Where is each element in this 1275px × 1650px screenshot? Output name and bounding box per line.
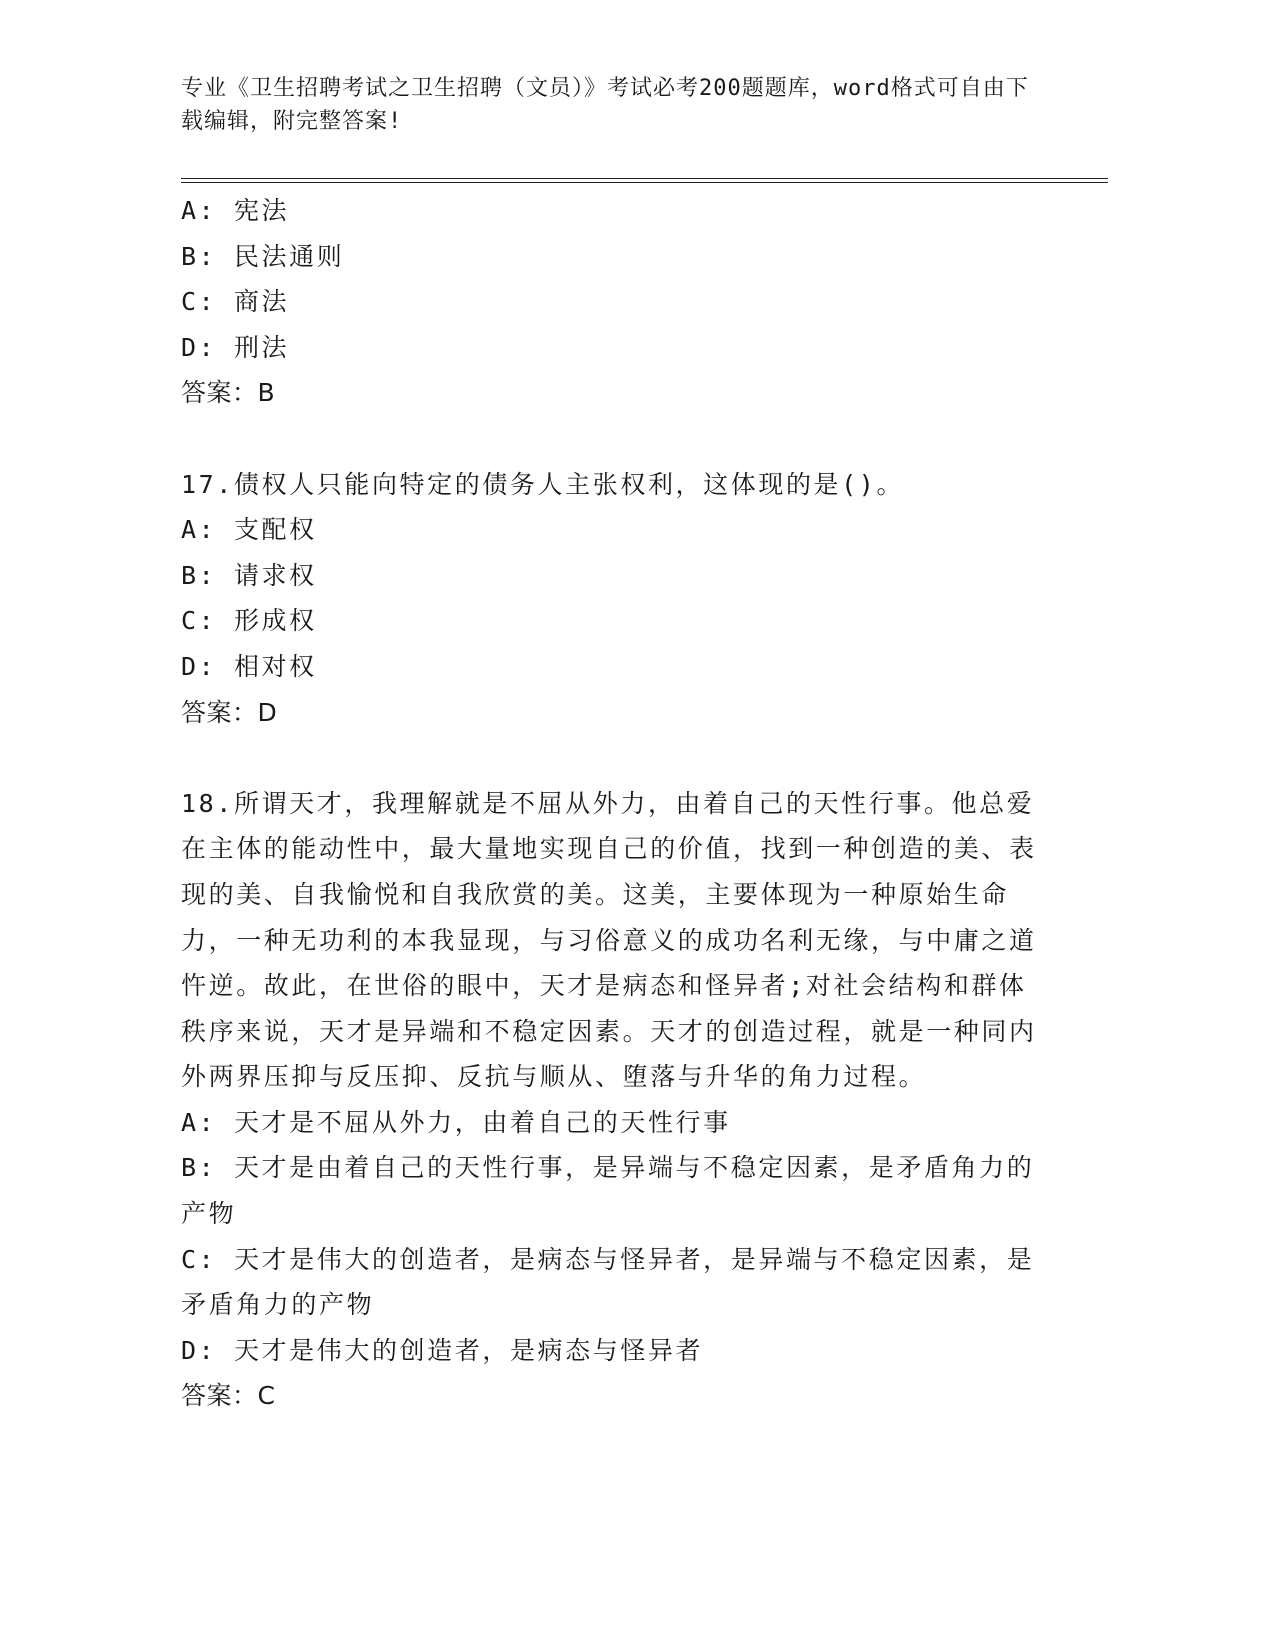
spacer (181, 416, 1046, 462)
document-header: 专业《卫生招聘考试之卫生招聘（文员）》考试必考200题题库，word格式可自由下载编辑，附完整答案! (181, 76, 1029, 134)
header-rule-bottom (181, 182, 1108, 183)
question-stem: 17.债权人只能向特定的债务人主张权利，这体现的是()。 (181, 469, 905, 499)
option-d: D: 刑法 (181, 332, 290, 362)
question-17 (181, 462, 1046, 736)
option-c: C: 形成权 (181, 606, 317, 636)
question-18 (181, 781, 1046, 1419)
answer: 答案：D (181, 697, 278, 727)
option-b: B: 民法通则 (181, 241, 345, 271)
option-b: B: 天才是由着自己的天性行事，是异端与不稳定因素，是矛盾角力的产物 (181, 1153, 1035, 1229)
option-d: D: 相对权 (181, 651, 317, 681)
answer: 答案：C (181, 1381, 276, 1411)
answer: 答案：B (181, 378, 276, 408)
option-a: A: 宪法 (181, 196, 290, 225)
question-stem: 18.所谓天才，我理解就是不屈从外力，由着自己的天性行事。他总爱在主体的能动性中，最大量地实现自己的价值，找到一种创造的美、表现的美、自我愉悦和自我欣赏的美。这美，主要体现为一种原始生命力，一种无功利的本我显现，与习俗意义的成功名利无缘，与中庸之道忤逆。故此，在世俗的眼中，天才是病态和怪异者;对社会结构和群体秩序来说，天才是异端和不稳定因素。天才的创造过程，就是一种同内外两界压抑与反压抑、反抗与顺从、堕落与升华的角力过程。 (181, 788, 1037, 1092)
header-rule-top (181, 178, 1108, 179)
option-c: C: 商法 (181, 287, 290, 317)
question-content (181, 188, 1046, 1419)
option-c: C: 天才是伟大的创造者，是病态与怪异者，是异端与不稳定因素，是矛盾角力的产物 (181, 1244, 1035, 1320)
option-b: B: 请求权 (181, 560, 317, 590)
spacer (181, 735, 1046, 781)
option-a: A: 支配权 (181, 515, 317, 545)
question-16 (181, 188, 1046, 416)
option-d: D: 天才是伟大的创造者，是病态与怪异者 (181, 1335, 704, 1365)
option-a: A: 天才是不屈从外力，由着自己的天性行事 (181, 1107, 731, 1137)
